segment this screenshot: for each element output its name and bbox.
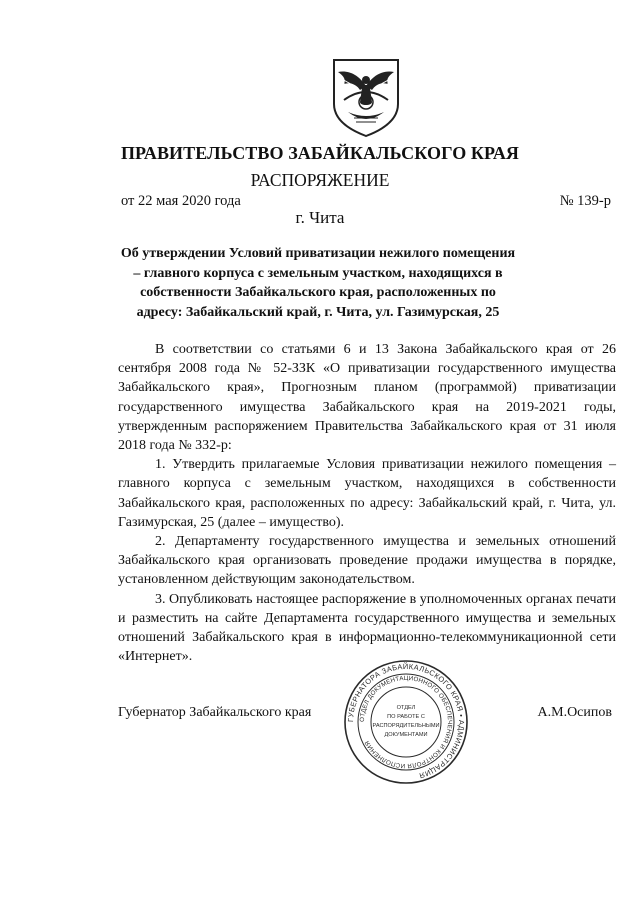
government-name: ПРАВИТЕЛЬСТВО ЗАБАЙКАЛЬСКОГО КРАЯ	[120, 143, 520, 163]
preamble-paragraph: В соответствии со статьями 6 и 13 Закона Забайкальского края от 26 сентября 2008 года № 52-ЗЗК «О приватизации государственного имущества Забайкальского края», Прогнозным планом (программой) приватизации государственного имущества Забайкальского края на 2019-2021 годы, утвержденным распоряжением Правительства Забайкальского края от 31 июля 2018 года № 332-р:	[118, 342, 616, 454]
stamp-inner-text: ОТДЕЛ ДОКУМЕНТАЦИОННОГО ОБЕСПЕЧЕНИЯ И КОНТРОЛЯ ИСПОЛНЕНИЯ	[358, 674, 454, 770]
document-body	[118, 340, 616, 666]
document-number: № 139-р	[559, 193, 611, 209]
stamp-outer-text: ГУБЕРНАТОРА ЗАБАЙКАЛЬСКОГО КРАЯ • АДМИНИСТРАЦИЯ	[345, 661, 467, 781]
document-subject: Об утверждении Условий приватизации нежилого помещения – главного корпуса с земельным участком, находящихся в собственности Забайкальского края, расположенных по адресу: Забайкальский край, г. Чита, ул. Газимурская, 25	[120, 246, 516, 320]
clause-3-paragraph: 3. Опубликовать настоящее распоряжение в уполномоченных органах печати и разместить на сайте Департамента государственного имущества и земельных отношений Забайкальского края в информационно-телекоммуникационной сети «Интернет».	[118, 591, 616, 665]
official-stamp	[343, 659, 469, 785]
stamp-center-line: ОТДЕЛ	[396, 705, 416, 711]
document-date: от 22 мая 2020 года	[121, 193, 241, 209]
signer-position: Губернатор Забайкальского края	[118, 705, 312, 720]
clause-2-paragraph: 2. Департаменту государственного имущества и земельных отношений Забайкальского края организовать проведение продажи имущества в порядке, установленном действующим законодательством.	[118, 534, 616, 588]
clause-1-paragraph: 1. Утвердить прилагаемые Условия приватизации нежилого помещения – главного корпуса с земельным участком, находящихся в собственности Забайкальского края, расположенных по адресу: Забайкальский край, г. Чита, ул. Газимурская, 25 (далее – имущество).	[118, 457, 616, 530]
svg-text:ОТДЕЛ ДОКУМЕНТАЦИОННОГО ОБЕСПЕ	[359, 675, 453, 769]
stamp-center-line: ДОКУМЕНТАМИ	[384, 732, 428, 738]
signer-name: А.М.Осипов	[537, 705, 612, 720]
document-type: РАСПОРЯЖЕНИЕ	[250, 170, 390, 190]
stamp-center-line: ПО РАБОТЕ С	[387, 714, 425, 720]
stamp-center-line: РАСПОРЯДИТЕЛЬНЫМИ	[372, 723, 440, 729]
coat-of-arms-eagle-icon	[328, 56, 404, 138]
document-city: г. Чита	[295, 208, 345, 227]
